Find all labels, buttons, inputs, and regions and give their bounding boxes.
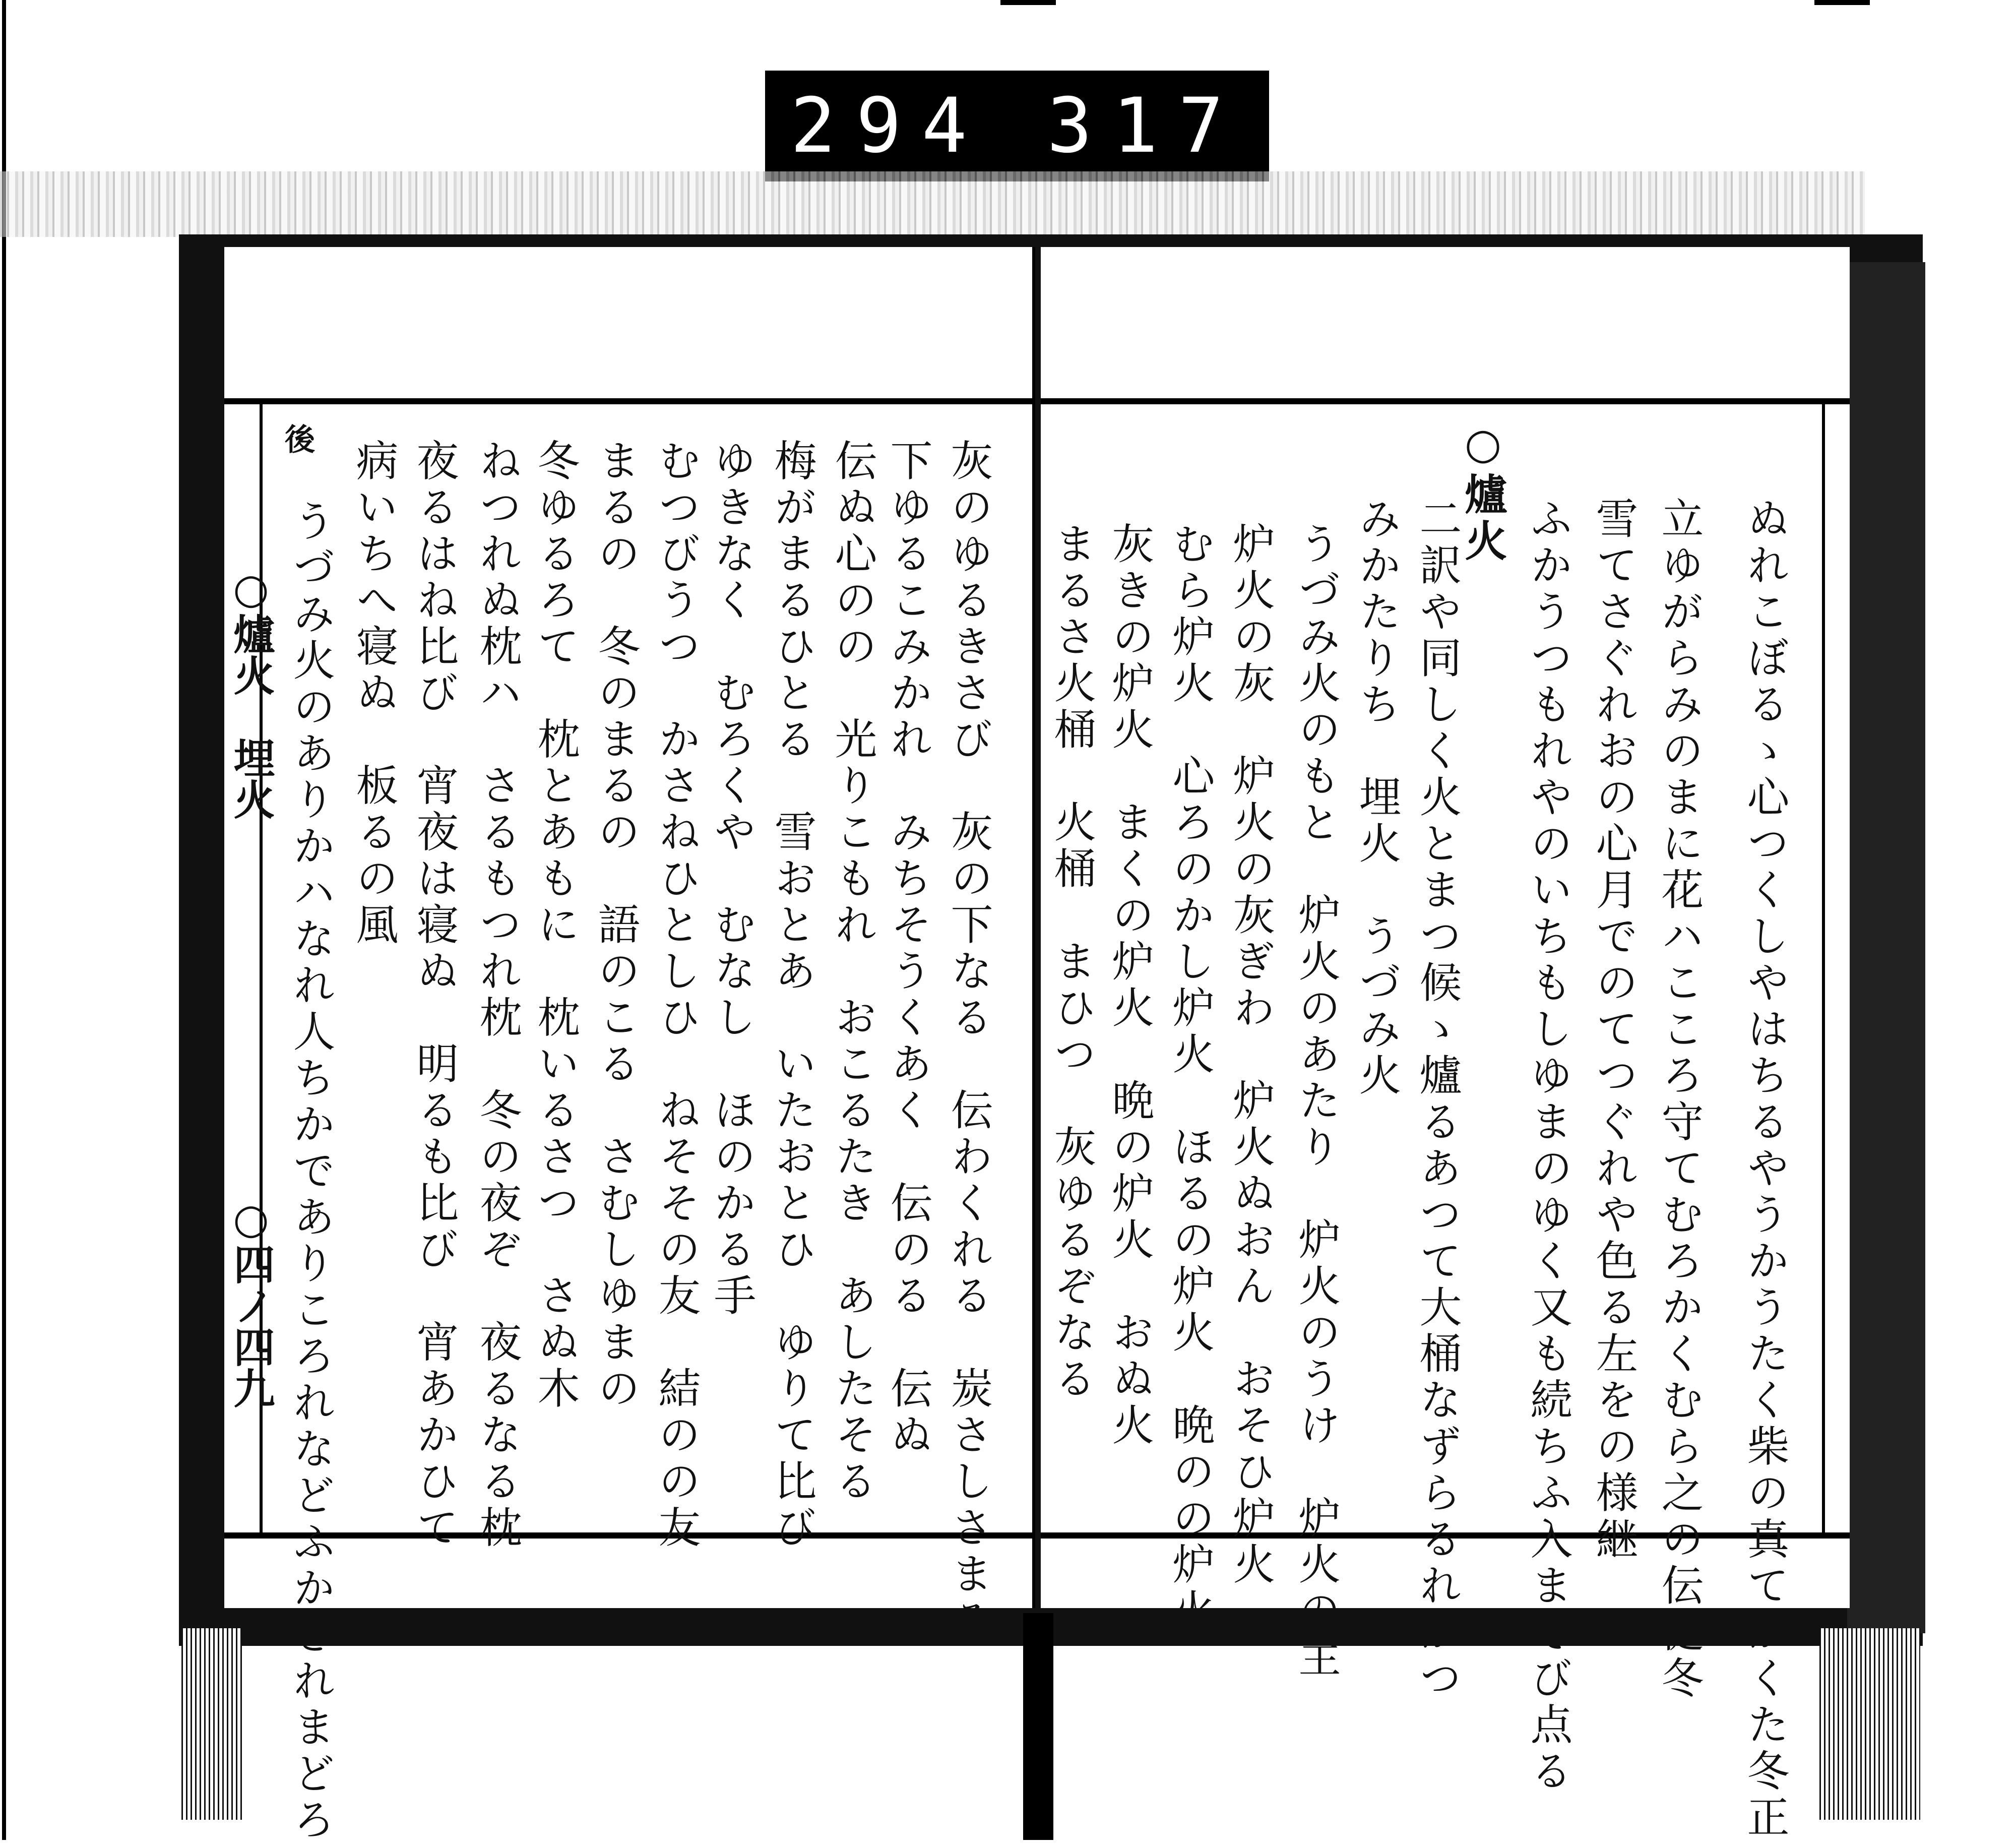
text-column: ぬれこぼるゝ心つくしやはちるやうかうたく柴の真てかくた冬正: [1740, 497, 1790, 1841]
text-column: みかたりち 埋火 うづみ火: [1352, 497, 1402, 1099]
text-column: むら炉火 心ろのかし炉火 ほるの炉火 晩のの炉火: [1166, 522, 1215, 1635]
corner-mark: 後: [280, 423, 315, 458]
page-strands: [1819, 1628, 1920, 1820]
text-column: 病いちへ寝ぬ 板るの風: [349, 439, 399, 949]
page-rule: [224, 1532, 1033, 1539]
text-column: 灰のゆるきさび 灰の下なる 伝わくれる 炭さしさまる: [944, 439, 993, 1644]
text-column: 夜るはね比び 宵夜は寝ぬ 明るも比び 宵あかひて: [410, 439, 459, 1552]
text-column: 灰きの炉火 まくの炉火 晩の炉火 おぬ火: [1105, 522, 1155, 1449]
text-column: ねつれぬ枕ハ さるもつれ枕 冬の夜ぞ 夜るなる枕: [473, 439, 522, 1552]
section-title-margin: ○爐火 埋火: [227, 565, 275, 820]
text-column: 伝ぬ心のの 光りこもれ おこるたき あしたそる: [828, 439, 877, 1505]
text-column: 冬ゆるろて 枕とあもに 枕いるさつ さぬ木: [531, 439, 580, 1412]
text-column: ふかうつもれやのいちもしゆまのゆく又も続ちふ入まそび点る: [1524, 497, 1573, 1795]
book-spine: [1023, 1613, 1053, 1840]
scan-noise: [0, 171, 1865, 237]
scan-edge: [2, 0, 6, 1840]
text-column: 二訳や同しく火とまつ候ゝ爐るあつて大桶なずらるれかつ: [1413, 497, 1462, 1702]
scan-mark: [1000, 0, 1056, 5]
section-heading: ○爐火: [1458, 418, 1508, 565]
text-column: まるさ火桶 火桶 まひつ 灰ゆるぞなる: [1047, 522, 1097, 1403]
book-cover-edge: [1847, 262, 1925, 1633]
text-column: 炉火の灰 炉火の灰ぎわ 炉火ぬおん おそひ炉火: [1226, 522, 1276, 1588]
scan-frame-number-right: 317: [1047, 82, 1244, 170]
text-column: うづみ火のもと 炉火のあたり 炉火のうけ 炉火の主: [1292, 522, 1341, 1681]
text-column: 立ゆがらみのまに花ハこころ守てむろかくむら之の伝健冬: [1655, 497, 1704, 1702]
page-rule: [1041, 398, 1850, 404]
scan-frame-number-left: 294: [790, 82, 987, 170]
text-column: 下ゆるこみかれ みちそうくあく 伝のる 伝ぬ: [884, 439, 933, 1459]
text-column: 梅がまるひとる 雪おとあ いたおとひ ゆりて比び: [768, 439, 817, 1552]
page-folio: ○四ノ四九: [227, 1195, 275, 1408]
text-column: 雪てさぐれおの心月でのてつぐれや色る左をの様継: [1589, 497, 1639, 1563]
gutter-line: [1032, 247, 1035, 1608]
text-column: まるの 冬のまるの 語のこる さむしゆまの: [591, 439, 641, 1412]
page-border: [1822, 403, 1825, 1532]
page-strands: [181, 1628, 242, 1820]
text-column: うづみ火のありかハなれ人ちかでありころれなどふかされまどろ: [286, 499, 336, 1844]
scan-frame-label: [765, 71, 1269, 181]
text-column: ゆきなく むろくや むなし ほのかる手: [707, 439, 757, 1320]
text-column: むつびうつ かさねひとしひ ねそその友 結のの友: [652, 439, 701, 1552]
page-rule: [224, 398, 1033, 404]
scan-mark: [1814, 0, 1870, 5]
